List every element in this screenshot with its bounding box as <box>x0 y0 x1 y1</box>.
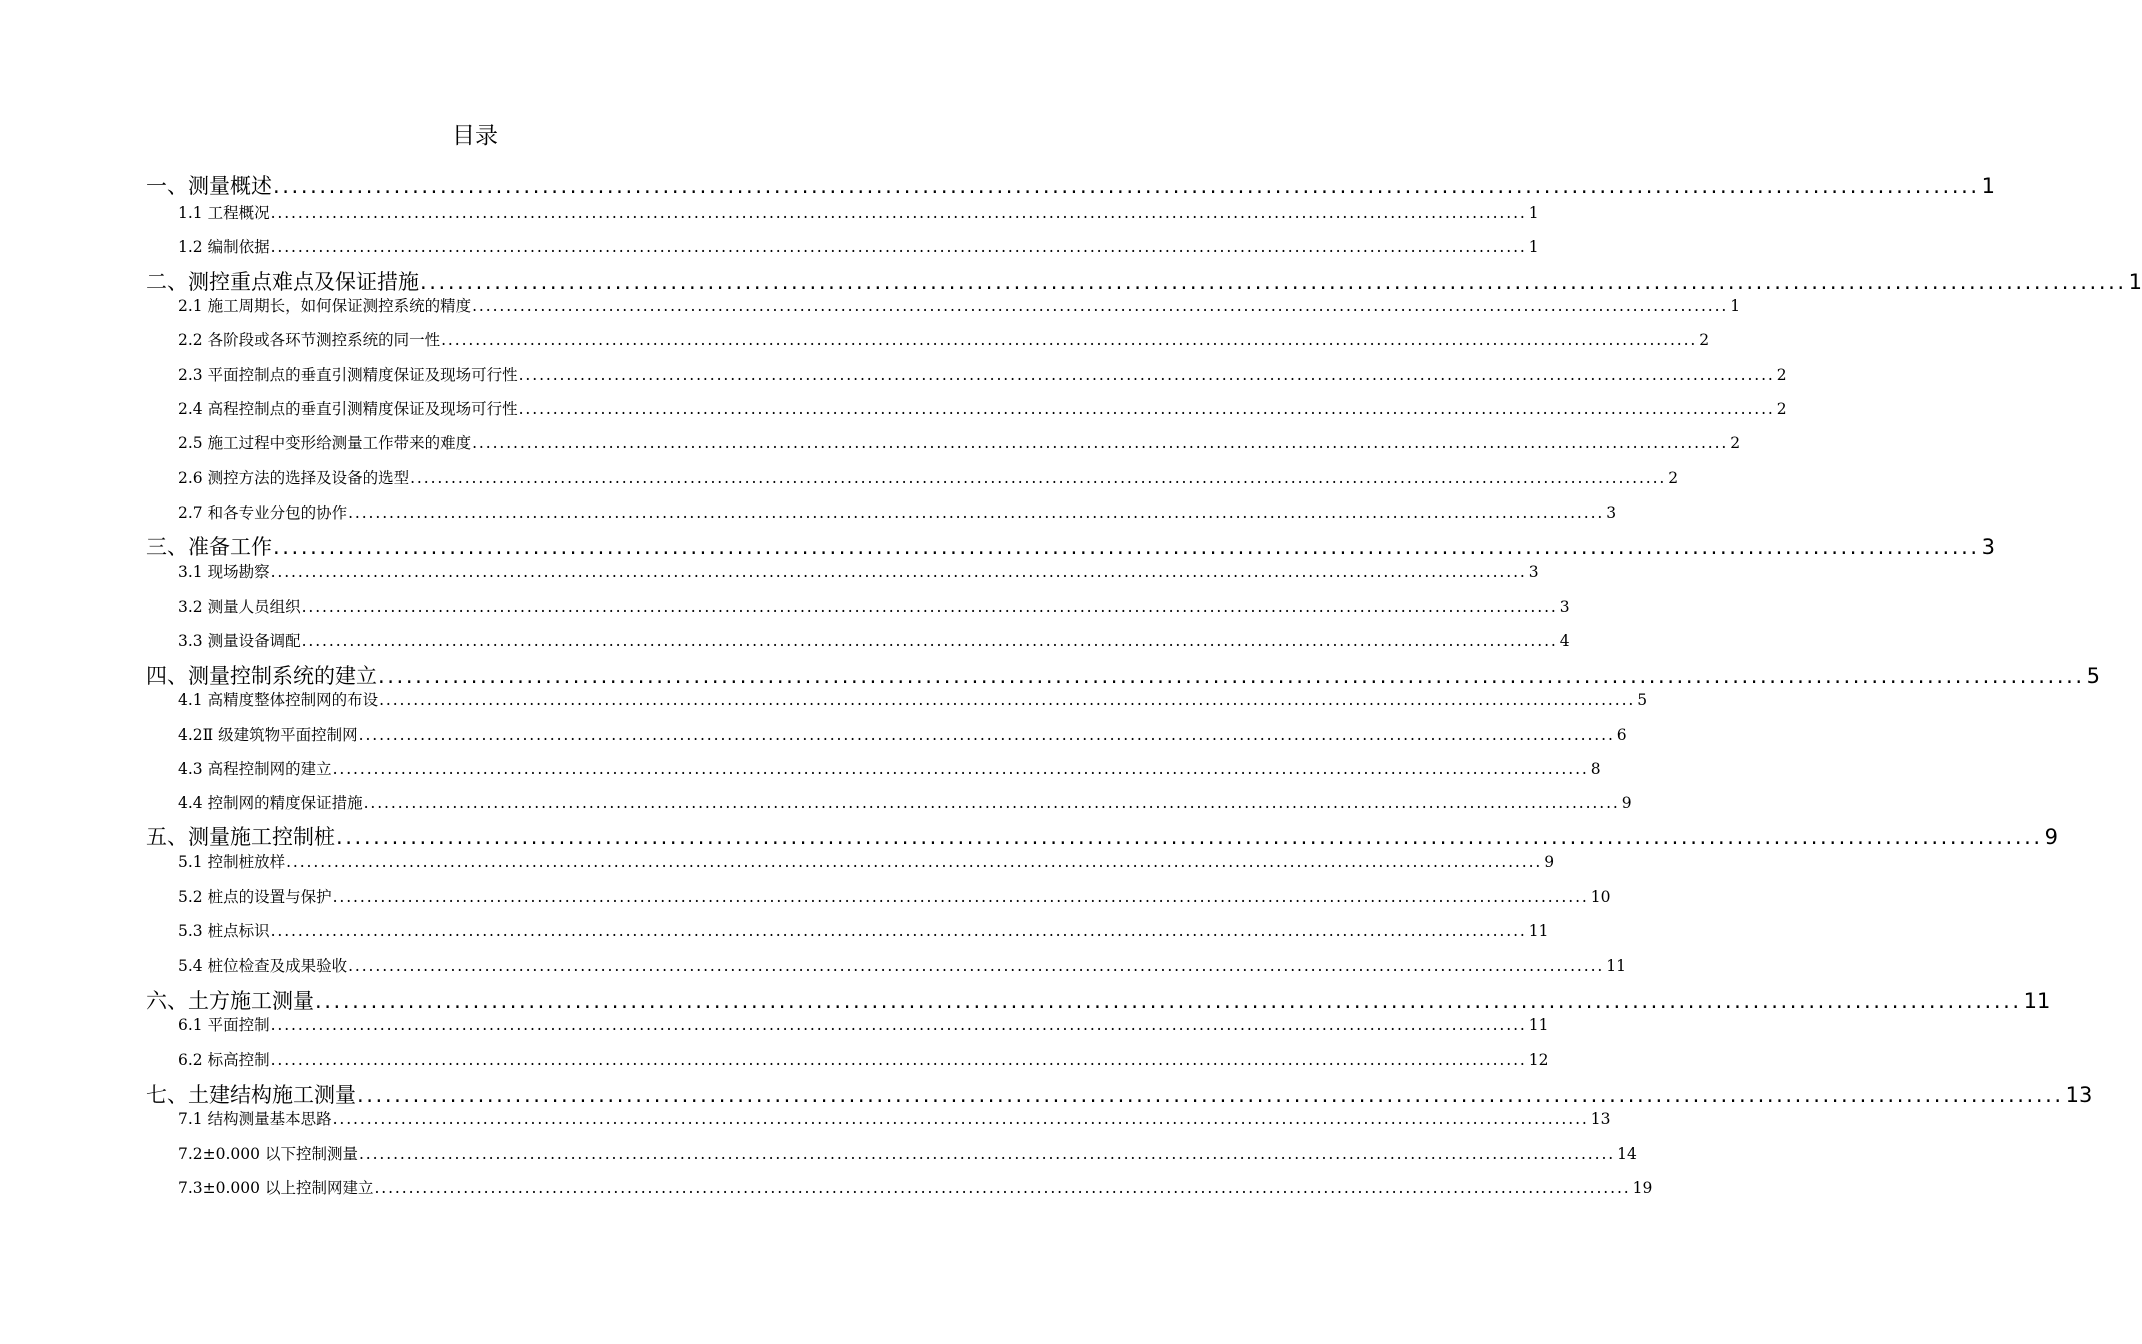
toc-section-entry[interactable] <box>178 920 1549 942</box>
toc-page-number: 4 <box>1559 632 1570 650</box>
toc-dot-leader: ........................................................................................................................................................................................ <box>336 825 2043 849</box>
toc-dot-leader: ........................................................................................................................................................................................ <box>441 331 1698 349</box>
toc-dot-leader: ........................................................................................................................................................................................ <box>420 270 2127 294</box>
toc-page-number: 11 <box>1528 1016 1549 1034</box>
toc-dot-leader: ........................................................................................................................................................................................ <box>270 1051 1527 1069</box>
toc-entry-label: 2.6 测控方法的选择及设备的选型 <box>178 469 410 487</box>
toc-section-entry[interactable] <box>178 364 1787 386</box>
toc-dot-leader: ........................................................................................................................................................................................ <box>270 563 1527 581</box>
toc-page-number: 2 <box>1668 469 1679 487</box>
toc-dot-leader: ........................................................................................................................................................................................ <box>518 400 1775 418</box>
toc-page-number: 2 <box>1699 331 1710 349</box>
toc-entry-label: 6.1 平面控制 <box>178 1016 270 1034</box>
toc-entry-label: 4.1 高精度整体控制网的布设 <box>178 691 379 709</box>
toc-chapter-entry[interactable] <box>146 1081 2093 1109</box>
toc-chapter-entry[interactable] <box>146 172 1996 200</box>
toc-entry-label: 1.2 编制依据 <box>178 238 270 256</box>
toc-page-number: 1 <box>1528 238 1539 256</box>
toc-section-entry[interactable] <box>178 329 1710 351</box>
toc-entry-label: 6.2 标高控制 <box>178 1051 270 1069</box>
toc-section-entry[interactable] <box>178 1143 1637 1165</box>
toc-dot-leader: ........................................................................................................................................................................................ <box>270 1016 1527 1034</box>
toc-section-entry[interactable] <box>178 758 1601 780</box>
toc-entry-label: 3.2 测量人员组织 <box>178 598 301 616</box>
toc-dot-leader: ........................................................................................................................................................................................ <box>472 297 1729 315</box>
toc-page-number: 1 <box>1528 204 1539 222</box>
toc-section-entry[interactable] <box>178 1177 1653 1199</box>
toc-page-number: 9 <box>1621 794 1632 812</box>
toc-entry-label: 2.7 和各专业分包的协作 <box>178 504 348 522</box>
toc-page-number: 3 <box>1606 504 1617 522</box>
toc-dot-leader: ........................................................................................................................................................................................ <box>410 469 1667 487</box>
toc-page-number: 3 <box>1528 563 1539 581</box>
toc-section-entry[interactable] <box>178 596 1570 618</box>
toc-chapter-entry[interactable] <box>146 268 2142 296</box>
toc-page-number: 3 <box>1559 598 1570 616</box>
toc-section-entry[interactable] <box>178 689 1648 711</box>
toc-entry-label: 一、测量概述 <box>146 174 272 198</box>
toc-page-number: 11 <box>1528 922 1549 940</box>
toc-entry-label: 2.2 各阶段或各环节测控系统的同一性 <box>178 331 441 349</box>
toc-dot-leader: ........................................................................................................................................................................................ <box>363 794 1620 812</box>
toc-dot-leader: ........................................................................................................................................................................................ <box>379 691 1636 709</box>
toc-section-entry[interactable] <box>178 792 1632 814</box>
toc-dot-leader: ........................................................................................................................................................................................ <box>301 598 1558 616</box>
toc-entry-label: 5.1 控制桩放样 <box>178 853 286 871</box>
toc-entry-label: 5.3 桩点标识 <box>178 922 270 940</box>
toc-entry-label: 2.4 高程控制点的垂直引测精度保证及现场可行性 <box>178 400 518 418</box>
toc-page-number: 11 <box>1606 957 1626 975</box>
toc-dot-leader: ........................................................................................................................................................................................ <box>332 760 1589 778</box>
toc-section-entry[interactable] <box>178 1049 1549 1071</box>
toc-entry-label: 七、土建结构施工测量 <box>146 1083 356 1107</box>
toc-page-number: 2 <box>1776 400 1787 418</box>
toc-section-entry[interactable] <box>178 724 1627 746</box>
toc-entry-label: 2.3 平面控制点的垂直引测精度保证及现场可行性 <box>178 366 518 384</box>
toc-section-entry[interactable] <box>178 295 1741 317</box>
toc-page-number: 5 <box>2086 664 2101 688</box>
toc-chapter-entry[interactable] <box>146 987 2051 1015</box>
toc-section-entry[interactable] <box>178 467 1679 489</box>
toc-page-number: 11 <box>2023 989 2051 1013</box>
toc-page-number: 9 <box>2044 825 2059 849</box>
toc-section-entry[interactable] <box>178 561 1539 583</box>
toc-dot-leader: ........................................................................................................................................................................................ <box>273 535 1980 559</box>
toc-entry-label: 3.3 测量设备调配 <box>178 632 301 650</box>
toc-page-number: 13 <box>1590 1110 1611 1128</box>
toc-section-entry[interactable] <box>178 851 1555 873</box>
toc-entry-label: 1.1 工程概况 <box>178 204 270 222</box>
toc-section-entry[interactable] <box>178 432 1741 454</box>
toc-page-number: 12 <box>1528 1051 1549 1069</box>
toc-page-number: 13 <box>2065 1083 2093 1107</box>
toc-chapter-entry[interactable] <box>146 823 2059 851</box>
toc-page-number: 19 <box>1632 1179 1653 1197</box>
toc-entry-label: 4.3 高程控制网的建立 <box>178 760 332 778</box>
toc-section-entry[interactable] <box>178 398 1787 420</box>
toc-entry-label: 二、测控重点难点及保证措施 <box>146 270 419 294</box>
toc-section-entry[interactable] <box>178 630 1570 652</box>
toc-dot-leader: ........................................................................................................................................................................................ <box>348 504 1605 522</box>
toc-dot-leader: ........................................................................................................................................................................................ <box>358 726 1615 744</box>
toc-dot-leader: ........................................................................................................................................................................................ <box>270 922 1527 940</box>
toc-dot-leader: ........................................................................................................................................................................................ <box>332 888 1589 906</box>
toc-title: 目录 <box>452 123 498 149</box>
toc-entry-label: 7.3±0.000 以上控制网建立 <box>178 1179 374 1197</box>
toc-dot-leader: ........................................................................................................................................................................................ <box>270 204 1527 222</box>
toc-section-entry[interactable] <box>178 236 1539 258</box>
toc-page-number: 1 <box>1730 297 1741 315</box>
toc-page-number: 1 <box>1981 174 1996 198</box>
toc-section-entry[interactable] <box>178 202 1539 224</box>
toc-page-number: 14 <box>1617 1145 1637 1163</box>
toc-entry-label: 7.2±0.000 以下控制测量 <box>178 1145 358 1163</box>
toc-section-entry[interactable] <box>178 502 1617 524</box>
toc-dot-leader: ........................................................................................................................................................................................ <box>273 174 1980 198</box>
toc-section-entry[interactable] <box>178 886 1611 908</box>
toc-dot-leader: ........................................................................................................................................................................................ <box>332 1110 1589 1128</box>
toc-page-number: 10 <box>1590 888 1611 906</box>
toc-entry-label: 2.1 施工周期长，如何保证测控系统的精度 <box>178 297 472 315</box>
toc-entry-label: 7.1 结构测量基本思路 <box>178 1110 332 1128</box>
toc-dot-leader: ........................................................................................................................................................................................ <box>348 957 1605 975</box>
toc-dot-leader: ........................................................................................................................................................................................ <box>286 853 1543 871</box>
toc-page-number: 3 <box>1981 535 1996 559</box>
toc-chapter-entry[interactable] <box>146 533 1996 561</box>
toc-entry-label: 四、测量控制系统的建立 <box>146 664 377 688</box>
toc-page-number: 6 <box>1616 726 1627 744</box>
toc-chapter-entry[interactable] <box>146 662 2101 690</box>
toc-entry-label: 3.1 现场勘察 <box>178 563 270 581</box>
toc-dot-leader: ........................................................................................................................................................................................ <box>315 989 2022 1013</box>
toc-dot-leader: ........................................................................................................................................................................................ <box>378 664 2085 688</box>
toc-dot-leader: ........................................................................................................................................................................................ <box>518 366 1775 384</box>
toc-page-number: 9 <box>1544 853 1555 871</box>
toc-entry-label: 六、土方施工测量 <box>146 989 314 1013</box>
toc-entry-label: 5.4 桩位检查及成果验收 <box>178 957 348 975</box>
toc-entry-label: 5.2 桩点的设置与保护 <box>178 888 332 906</box>
toc-entry-label: 2.5 施工过程中变形给测量工作带来的难度 <box>178 434 472 452</box>
toc-entry-label: 4.2Ⅱ 级建筑物平面控制网 <box>178 726 358 744</box>
toc-dot-leader: ........................................................................................................................................................................................ <box>270 238 1527 256</box>
toc-dot-leader: ........................................................................................................................................................................................ <box>301 632 1558 650</box>
toc-dot-leader: ........................................................................................................................................................................................ <box>357 1083 2064 1107</box>
toc-entry-label: 五、测量施工控制桩 <box>146 825 335 849</box>
toc-section-entry[interactable] <box>178 1108 1611 1130</box>
toc-page-number: 1 <box>2128 270 2142 294</box>
toc-page-number: 5 <box>1637 691 1648 709</box>
toc-section-entry[interactable] <box>178 1014 1549 1036</box>
toc-dot-leader: ........................................................................................................................................................................................ <box>374 1179 1631 1197</box>
toc-dot-leader: ........................................................................................................................................................................................ <box>358 1145 1616 1163</box>
toc-page-number: 8 <box>1590 760 1601 778</box>
toc-dot-leader: ........................................................................................................................................................................................ <box>472 434 1729 452</box>
toc-entry-label: 三、准备工作 <box>146 535 272 559</box>
toc-page-number: 2 <box>1776 366 1787 384</box>
toc-page-number: 2 <box>1730 434 1741 452</box>
toc-entry-label: 4.4 控制网的精度保证措施 <box>178 794 363 812</box>
toc-section-entry[interactable] <box>178 955 1626 977</box>
